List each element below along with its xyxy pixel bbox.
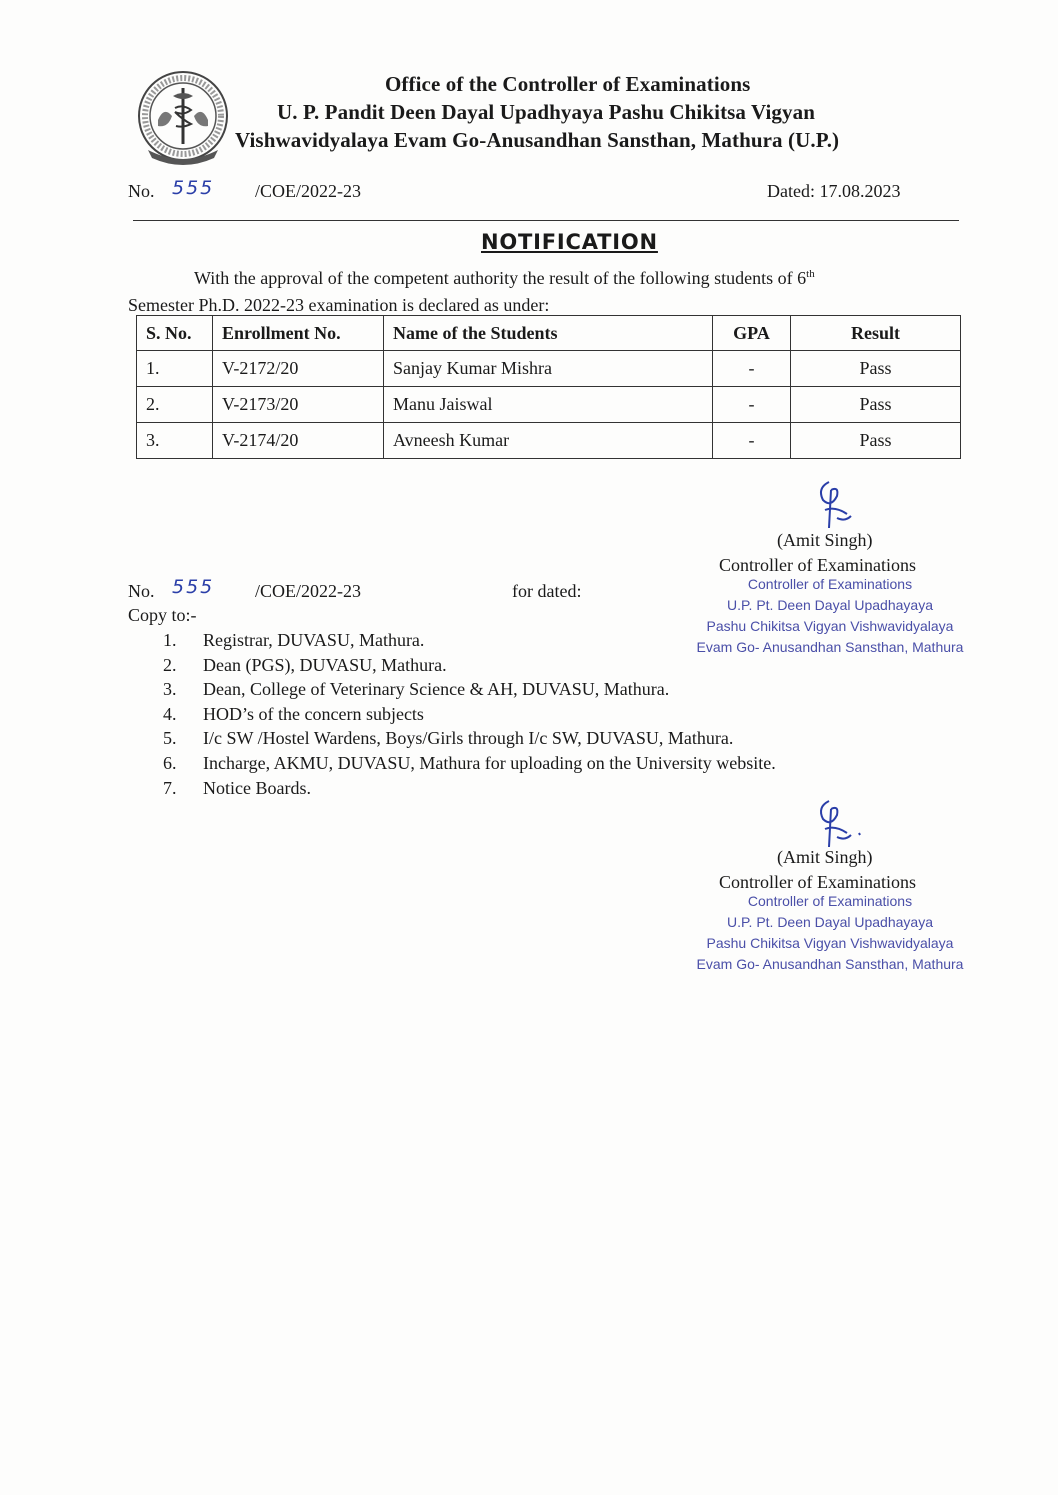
copy-signatory-title: Controller of Examinations bbox=[719, 872, 916, 892]
header-sno: S. No. bbox=[137, 316, 213, 351]
stamp-line: Pashu Chikitsa Vigyan Vishwavidyalaya bbox=[706, 618, 954, 634]
copy-signatory-name: (Amit Singh) bbox=[777, 847, 873, 867]
cell-result: Pass bbox=[791, 423, 961, 459]
copy-reference-number-handwritten: 555 bbox=[172, 576, 215, 598]
signatory-name: (Amit Singh) bbox=[777, 530, 873, 550]
notification-date: Dated: 17.08.2023 bbox=[767, 181, 901, 201]
notification-title: NOTIFICATION bbox=[481, 230, 658, 254]
stamp-line: Controller of Examinations bbox=[747, 576, 913, 592]
university-seal-icon bbox=[128, 68, 238, 168]
cell-sno: 2. bbox=[137, 387, 213, 423]
header-gpa: GPA bbox=[713, 316, 791, 351]
list-number: 7. bbox=[163, 777, 177, 798]
cell-name: Manu Jaiswal bbox=[384, 387, 713, 423]
for-dated-label: for dated: bbox=[512, 581, 582, 601]
stamp-line: Evam Go- Anusandhan Sansthan, Mathura bbox=[696, 639, 964, 655]
cell-sno: 1. bbox=[137, 351, 213, 387]
list-text: Dean, College of Veterinary Science & AH, DUVASU, Mathura. bbox=[203, 679, 670, 700]
list-text: Notice Boards. bbox=[203, 777, 311, 798]
signature-scribble-2 bbox=[807, 797, 867, 852]
table-row bbox=[137, 423, 961, 459]
list-number: 6. bbox=[163, 752, 177, 773]
list-item bbox=[163, 677, 776, 702]
list-number: 5. bbox=[163, 728, 177, 749]
stamp-line: U.P. Pt. Deen Dayal Upadhayaya bbox=[727, 914, 933, 930]
list-text: HOD’s of the concern subjects bbox=[203, 703, 424, 724]
reference-suffix: /COE/2022-23 bbox=[255, 181, 361, 201]
list-number: 1. bbox=[163, 630, 177, 650]
list-number: 4. bbox=[163, 703, 177, 724]
table-row bbox=[137, 351, 961, 387]
list-text: Dean (PGS), DUVASU, Mathura. bbox=[203, 654, 447, 675]
cell-gpa: - bbox=[713, 351, 791, 387]
header-divider bbox=[133, 220, 959, 221]
reference-prefix: No. bbox=[128, 181, 155, 201]
stamp-line: Evam Go- Anusandhan Sansthan, Mathura bbox=[696, 956, 964, 972]
university-name-line-2: Vishwavidyalaya Evam Go-Anusandhan Sansthan, Mathura (U.P.) bbox=[235, 128, 840, 152]
reference-number-handwritten: 555 bbox=[172, 177, 215, 199]
copy-recipient-list bbox=[163, 628, 776, 800]
list-text: I/c SW /Hostel Wardens, Boys/Girls through I/c SW, DUVASU, Mathura. bbox=[203, 728, 734, 749]
list-item bbox=[163, 653, 776, 678]
copy-reference-suffix: /COE/2022-23 bbox=[255, 581, 361, 601]
cell-gpa: - bbox=[713, 387, 791, 423]
cell-enrollment: V-2173/20 bbox=[213, 387, 384, 423]
copy-to-label: Copy to:- bbox=[128, 605, 197, 625]
stamp-line: Pashu Chikitsa Vigyan Vishwavidyalaya bbox=[706, 935, 954, 951]
list-item bbox=[163, 776, 776, 801]
table-row bbox=[137, 387, 961, 423]
intro-superscript: th bbox=[806, 268, 815, 280]
header-result: Result bbox=[791, 316, 961, 351]
cell-gpa: - bbox=[713, 423, 791, 459]
results-table bbox=[136, 315, 961, 459]
copy-official-stamp bbox=[680, 891, 980, 975]
table-header-row bbox=[137, 316, 961, 351]
cell-enrollment: V-2174/20 bbox=[213, 423, 384, 459]
list-text: Registrar, DUVASU, Mathura. bbox=[203, 630, 425, 650]
intro-line-1 bbox=[194, 268, 815, 289]
cell-name: Avneesh Kumar bbox=[384, 423, 713, 459]
signature-scribble-1 bbox=[807, 478, 857, 533]
copy-reference-prefix: No. bbox=[128, 581, 155, 601]
header-enrollment: Enrollment No. bbox=[213, 316, 384, 351]
header-name: Name of the Students bbox=[384, 316, 713, 351]
stamp-line: Controller of Examinations bbox=[747, 893, 913, 909]
list-item bbox=[163, 702, 776, 727]
cell-result: Pass bbox=[791, 351, 961, 387]
intro-text: With the approval of the competent authority the result of the following students of 6 bbox=[194, 268, 807, 288]
office-title: Office of the Controller of Examinations bbox=[385, 72, 751, 96]
cell-name: Sanjay Kumar Mishra bbox=[384, 351, 713, 387]
cell-sno: 3. bbox=[137, 423, 213, 459]
stamp-line: U.P. Pt. Deen Dayal Upadhayaya bbox=[727, 597, 933, 613]
university-name-line-1: U. P. Pandit Deen Dayal Upadhyaya Pashu Chikitsa Vigyan bbox=[277, 100, 816, 124]
cell-result: Pass bbox=[791, 387, 961, 423]
list-item bbox=[163, 751, 776, 776]
list-item bbox=[163, 726, 776, 751]
list-item bbox=[163, 628, 776, 653]
list-number: 3. bbox=[163, 679, 177, 700]
intro-line-2: Semester Ph.D. 2022-23 examination is declared as under: bbox=[128, 295, 550, 315]
signatory-title: Controller of Examinations bbox=[719, 555, 916, 575]
list-text: Incharge, AKMU, DUVASU, Mathura for uploading on the University website. bbox=[203, 752, 776, 773]
list-number: 2. bbox=[163, 654, 177, 675]
cell-enrollment: V-2172/20 bbox=[213, 351, 384, 387]
